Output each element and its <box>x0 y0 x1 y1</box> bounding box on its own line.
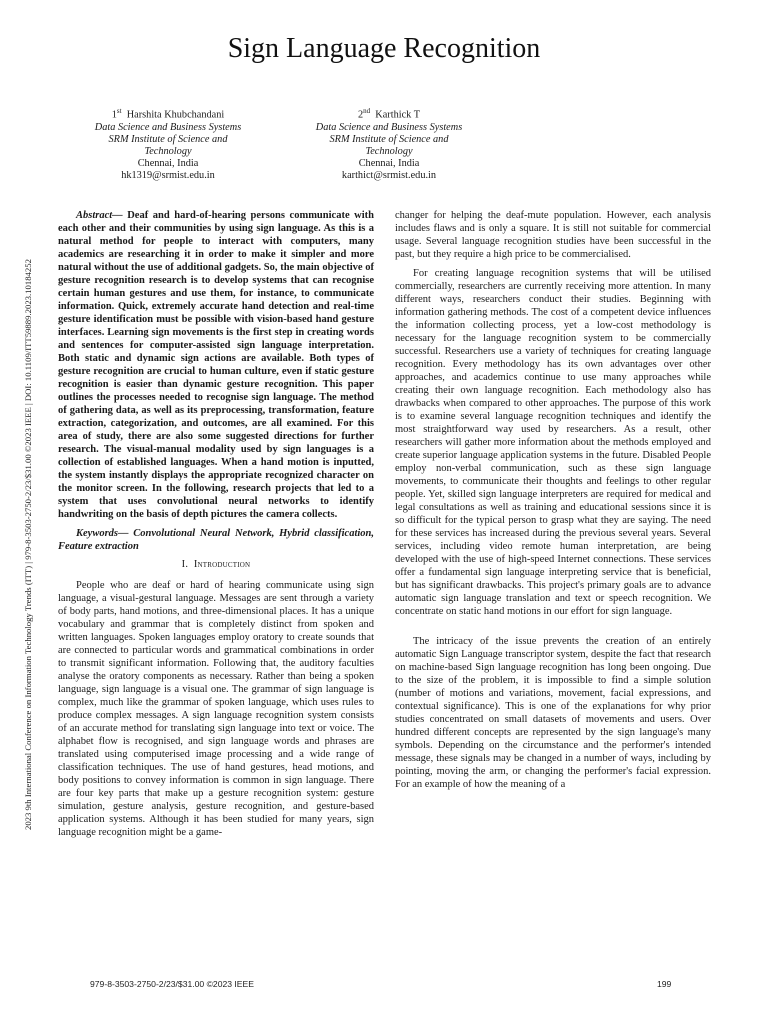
author-name: Karthick T <box>375 109 420 121</box>
keywords-text: Convolutional Neural Network, Hybrid classification, Feature extraction <box>58 527 374 552</box>
author-ordinal: 2 <box>357 109 364 121</box>
left-column <box>58 209 374 845</box>
keywords-label: Keywords— <box>76 527 129 539</box>
author-location: Chennai, India <box>137 158 199 170</box>
author-institute-line-1: SRM Institute of Science and <box>329 133 449 145</box>
author-block-2 <box>279 105 499 183</box>
author-ordinal-suffix: st <box>116 107 122 115</box>
author-name-line <box>279 105 499 122</box>
author-name-line <box>58 105 278 122</box>
body-paragraph: The intricacy of the issue prevents the creation of an entirely automatic Sign Language transcriptor system, despite the fact that research on machine-based Sign language recognition has long been ongoing. Due to the size of the problem, it is impossible to find a simple solution (number of motions and variations, movement, facial expressions, and contextual significance). This is one of the explanations for why prior studies concentrated on small datasets of movements and users. Over hundred different concepts are represented by the sign language's many symbols. Depending on the circumstance and the performer's intended message, these signals may be changed in a number of ways, including by pointing, moving the arm, or changing the performer's facial expression. For an example of how the meaning of a <box>395 636 711 790</box>
section-heading <box>58 558 374 571</box>
author-institute-line-2: Technology <box>365 146 413 158</box>
author-department: Data Science and Business Systems <box>315 121 463 133</box>
intro-paragraph: People who are deaf or hard of hearing communicate using sign language, a visual-gestural language. Messages are sent through a variety of body parts, hand motions, and three-dimensional places. It has a unique vocabulary and grammar that is completely distinct from spoken and written languages. Spoken languages employ oratory to create sounds that are connected to particular words and grammatical combinations in order to transmit significant information. Following that, the auditory faculties analyse the oratory components as necessary. Rather than being a spoken language, sign language is a visual one. The grammar of sign language is complex, much like the grammar of spoken language, which uses rules to produce complex messages. A sign language recognition system consists of an accurate method for translating sign language into text or voice. The alphabet flow is recognised, and sign language words and phrases are translated using computerised image processing and a wide range of classification techniques. The use of hand gestures, head motions, and body positions to convey information is common in sign language. There are four key parts that make up a gesture recognition system: gesture simulation, gesture analysis, gesture recognition, and gesture-based application systems. Although it has been studied for many years, sign language recognition might be a game- <box>58 580 374 838</box>
author-institute-line-2: Technology <box>144 146 192 158</box>
keywords <box>58 527 374 553</box>
body-paragraph: For creating language recognition systems that will be utilised commercially, researchers are currently receiving more attention. In many different ways, researchers conduct their studies. Beginning with information gathering methods. The cost of a competent device influences the information collecting process, yet a low-cost methodology is necessary for the language recognition system to be commercially successful. Researchers use a variety of techniques for creating language recognition. Every methodology has its own advantages over other approaches, and academics continue to use many approaches while creating their own language recognition. Each methodology also has drawbacks when compared to other approaches. The purpose of this work is to examine several language recognition techniques and identify the most straightforward way used by researchers. As a result, other researchers will gather more information about the methods employed and create superior language application systems in the future. Disabled People employ non-verbal communication, such as these sign language movements, to communicate their thoughts and feelings to other regular people. Yet, skilled sign language interpreters are required for medical and legal consultations as well as training and educational sessions since it is so difficult for the typical person to grasp what they are saying. The need for these services has increased during the previous several years. Several services, including video remote human interpretation, are being developed with the use of high-speed Internet connections. These services offer a fundamental sign language interpreting service that is beneficial, but has significant drawbacks. This project's primary goals are to advance automatic sign language translation and text or speech recognition. We concentrate on static hand motions in our effort for sign language. <box>395 267 711 617</box>
abstract <box>58 209 374 521</box>
author-email: karthict@srmist.edu.in <box>341 170 437 182</box>
section-title: Introduction <box>193 559 251 570</box>
author-ordinal: 1 <box>111 109 117 121</box>
side-citation-strip <box>8 190 33 830</box>
footer-page-number: 199 <box>657 979 672 989</box>
author-block-1 <box>58 105 278 183</box>
paper-title: Sign Language Recognition <box>227 33 541 64</box>
section-number: I. <box>181 559 189 570</box>
footer-copyright: 979-8-3503-2750-2/23/$31.00 ©2023 IEEE <box>90 979 255 989</box>
body-paragraph: changer for helping the deaf-mute population. However, each analysis includes flaws and is only a square. It is still not suitable for commercial usage. Several language recognition studies have been successful in the past, but they require a high price to be commercialised. <box>395 210 711 260</box>
author-ordinal-suffix: nd <box>363 107 371 115</box>
author-name: Harshita Khubchandani <box>126 109 225 121</box>
paragraph-gap <box>395 623 711 635</box>
author-location: Chennai, India <box>358 158 420 170</box>
author-email: hk1319@srmist.edu.in <box>121 170 215 182</box>
right-column <box>395 209 711 797</box>
author-institute-line-1: SRM Institute of Science and <box>108 133 228 145</box>
abstract-text: Deaf and hard-of-hearing persons communicate with each other and their communities by using sign language. As this is a natural method for people to interact with computers, many academics are researching it in order to make it simpler and more natural without the use of additional gadgets. So, the main objective of gesture recognition research is to develop systems that can recognise certain human gestures and use them, for instance, to communicate information. Quick, extremely accurate hand detection and real-time gesture identification must be possible with vision-based hand gesture interfaces. Learning sign movements is the first step in creating words and sentences for computer-assisted sign language interpretation. Both static and dynamic sign actions are available. Both types of gesture recognition are crucial to human culture, even if static gesture recognition is easier than dynamic gesture recognition. This paper outlines the processes needed to recognise sign language. The method of gathering data, as well as its preprocessing, transformation, feature extraction, categorization, and outcomes, are all examined. For this area of study, there are also some suggested directions for further research. The visual-manual modality used by sign languages is a collection of established languages. When a hand motion is inputted, the system instantly displays the appropriate recognized character on the monitor screen. In the following, research projects that led to a system that uses convolutional neural networks to identify handwriting on the basis of depth pictures the camera collects. <box>58 210 374 520</box>
abstract-label: Abstract— <box>76 210 123 221</box>
side-citation-text: 2023 9th International Conference on Information Technology Trends (ITT) | 979-8-3503-2750-2/23/$31.00 ©2023 IEEE | DOI: 10.1109/ITT59889.2023.10184252 <box>23 259 33 830</box>
author-department: Data Science and Business Systems <box>94 121 242 133</box>
